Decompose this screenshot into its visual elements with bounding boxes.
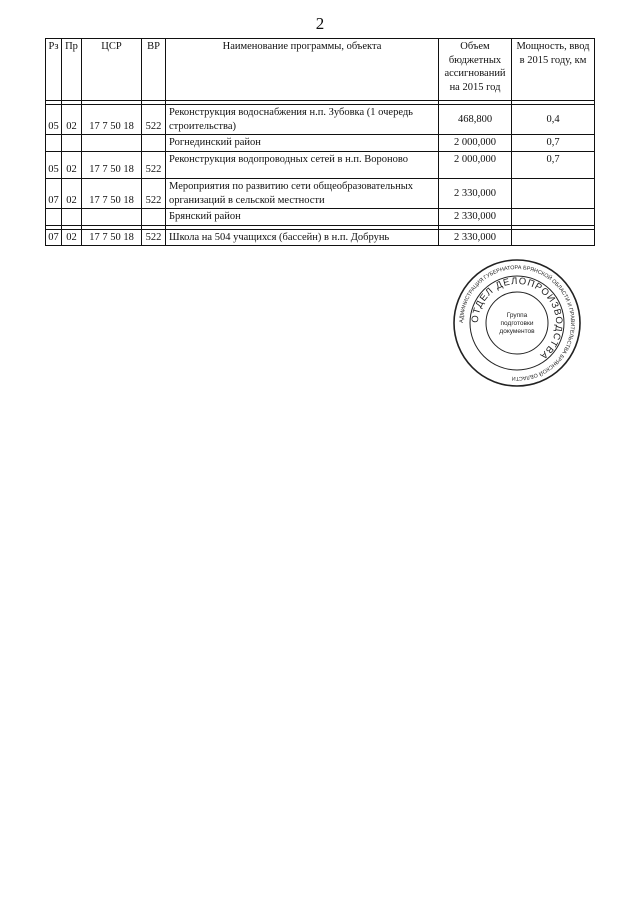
cell-amount: 2 000,000 — [439, 151, 512, 178]
cell-rz: 05 — [46, 151, 62, 178]
cell-amount: 2 000,000 — [439, 135, 512, 152]
header-capacity: Мощность, ввод в 2015 году, км — [512, 39, 595, 101]
cell-vr: 522 — [142, 151, 166, 178]
cell-capacity — [512, 178, 595, 208]
cell-pr: 02 — [62, 151, 82, 178]
cell-pr: 02 — [62, 229, 82, 246]
cell-pr: 02 — [62, 105, 82, 135]
cell-name: Реконструкция водопроводных сетей в н.п. Вороново — [166, 151, 439, 178]
cell-vr: 522 — [142, 229, 166, 246]
cell-capacity — [512, 229, 595, 246]
cell-amount: 2 330,000 — [439, 209, 512, 226]
cell-capacity: 0,4 — [512, 105, 595, 135]
table-header-row — [46, 39, 595, 101]
table-row — [46, 151, 595, 178]
cell-name: Мероприятия по развитию сети общеобразовательных организаций в сельской местности — [166, 178, 439, 208]
table-row-district — [46, 209, 595, 226]
cell-csr: 17 7 50 18 — [82, 178, 142, 208]
stamp-center-line3: документов — [499, 328, 535, 335]
cell-csr: 17 7 50 18 — [82, 229, 142, 246]
header-amount: Объем бюджетных ассигнований на 2015 год — [439, 39, 512, 101]
official-stamp — [452, 258, 582, 388]
cell-vr: 522 — [142, 105, 166, 135]
header-rz: Рз — [46, 39, 62, 101]
header-vr: ВР — [142, 39, 166, 101]
cell-pr: 02 — [62, 178, 82, 208]
table-row — [46, 178, 595, 208]
cell-capacity — [512, 209, 595, 226]
cell-name: Рогнединский район — [166, 135, 439, 152]
header-name: Наименование программы, объекта — [166, 39, 439, 101]
cell-amount: 2 330,000 — [439, 229, 512, 246]
cell-name: Брянский район — [166, 209, 439, 226]
header-csr: ЦСР — [82, 39, 142, 101]
table-row — [46, 105, 595, 135]
page-number: 2 — [315, 14, 325, 33]
cell-csr: 17 7 50 18 — [82, 151, 142, 178]
cell-amount: 2 330,000 — [439, 178, 512, 208]
cell-capacity: 0,7 — [512, 151, 595, 178]
table-row — [46, 229, 595, 246]
cell-rz: 07 — [46, 178, 62, 208]
cell-rz: 05 — [46, 105, 62, 135]
cell-capacity: 0,7 — [512, 135, 595, 152]
cell-name: Реконструкция водоснабжения н.п. Зубовка (1 очередь строительства) — [166, 105, 439, 135]
stamp-inner-text: ОТДЕЛ ДЕЛОПРОИЗВОДСТВА — [469, 275, 565, 362]
header-pr: Пр — [62, 39, 82, 101]
stamp-center-line1: Группа — [506, 312, 528, 319]
cell-vr: 522 — [142, 178, 166, 208]
table-row-district — [46, 135, 595, 152]
stamp-outer-text: АДМИНИСТРАЦИЯ ГУБЕРНАТОРА БРЯНСКОЙ ОБЛАСТИ И ПРАВИТЕЛЬСТВА БРЯНСКОЙ ОБЛАСТИ — [458, 264, 576, 382]
cell-rz: 07 — [46, 229, 62, 246]
cell-name: Школа на 504 учащихся (бассейн) в н.п. Добрунь — [166, 229, 439, 246]
cell-csr: 17 7 50 18 — [82, 105, 142, 135]
stamp-center-line2: подготовки — [500, 320, 534, 327]
budget-table — [45, 38, 595, 246]
cell-amount: 468,800 — [439, 105, 512, 135]
